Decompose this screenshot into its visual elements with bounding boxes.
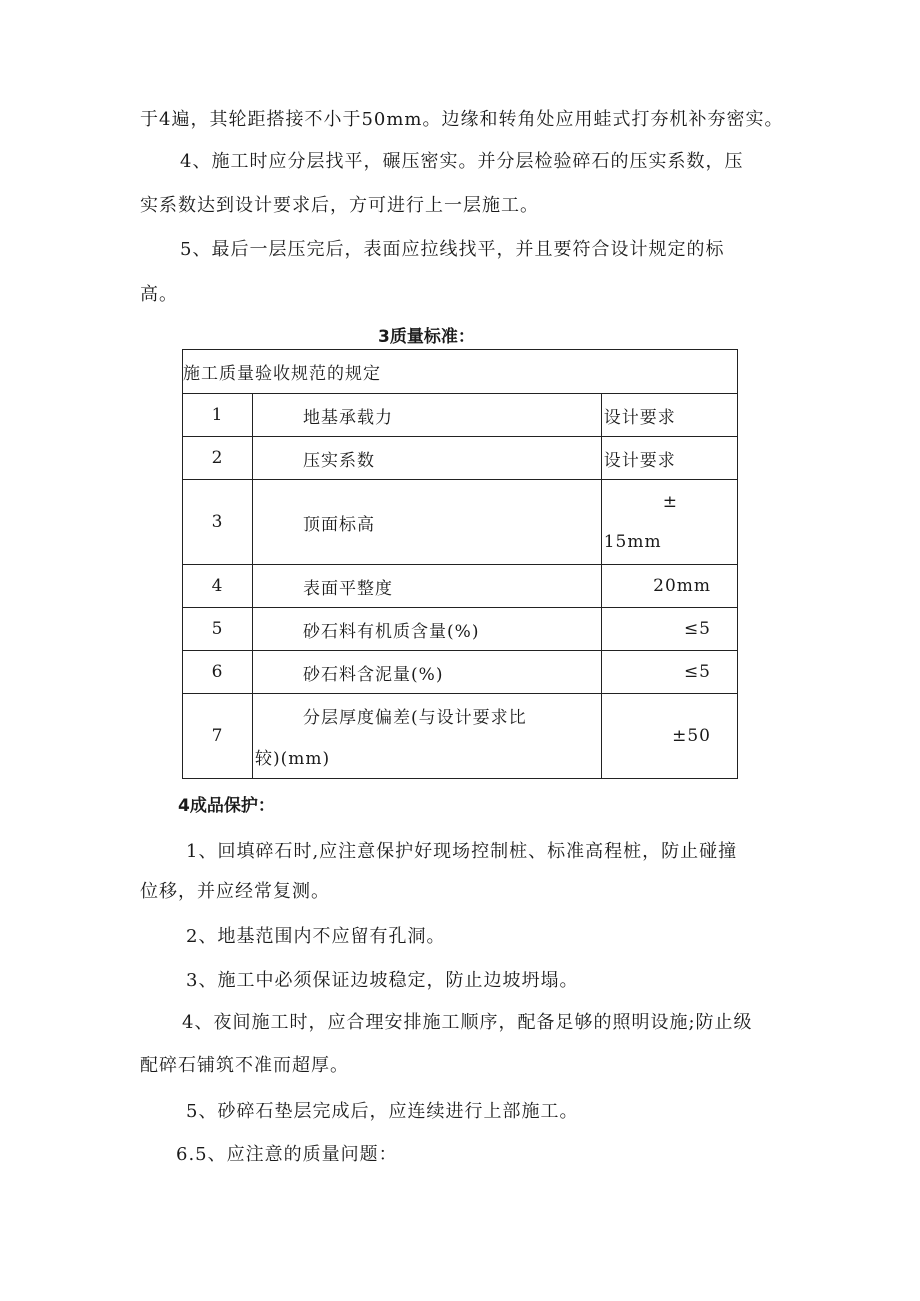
row-value <box>601 480 737 565</box>
product-protection-heading: 4成品保护： <box>178 796 275 816</box>
row-number: 1 <box>183 394 253 437</box>
row-value: 设计要求 <box>601 437 737 480</box>
protection-item-2: 2、地基范围内不应留有孔洞。 <box>186 926 446 947</box>
row-item <box>253 694 602 779</box>
row-number: 5 <box>183 608 253 651</box>
quality-standard-table <box>182 349 738 779</box>
row-value: ±50 <box>601 694 737 779</box>
protection-item-4-line1: 4、夜间施工时，应合理安排施工顺序，配备足够的照明设施;防止级 <box>182 1012 753 1033</box>
protection-item-1-line2: 位移，并应经常复测。 <box>140 881 330 902</box>
row-number: 7 <box>183 694 253 779</box>
table-row <box>183 694 738 779</box>
row-number: 4 <box>183 565 253 608</box>
protection-item-5: 5、砂碎石垫层完成后，应连续进行上部施工。 <box>186 1101 579 1122</box>
table-row <box>183 480 738 565</box>
row-value-symbol: ± <box>662 492 678 512</box>
paragraph-final-layer-line2: 高。 <box>140 284 178 305</box>
table-row <box>183 608 738 651</box>
table-row <box>183 565 738 608</box>
row-number: 6 <box>183 651 253 694</box>
table-row <box>183 437 738 480</box>
row-item-line1: 分层厚度偏差(与设计要求比 <box>303 708 527 728</box>
protection-item-3: 3、施工中必须保证边坡稳定，防止边坡坍塌。 <box>186 970 579 991</box>
row-item-line2: 较)(mm) <box>255 749 331 769</box>
paragraph-final-layer-line1: 5、最后一层压完后，表面应拉线找平，并且要符合设计规定的标 <box>180 239 725 260</box>
quality-standard-heading: 3质量标准： <box>378 327 475 347</box>
row-value: 设计要求 <box>601 394 737 437</box>
row-value: ≤5 <box>601 651 737 694</box>
row-item: 砂石料含泥量(%) <box>253 651 602 694</box>
protection-item-4-line2: 配碎石铺筑不准而超厚。 <box>140 1055 349 1076</box>
row-item: 砂石料有机质含量(%) <box>253 608 602 651</box>
table-header-cell: 施工质量验收规范的规定 <box>183 350 738 394</box>
row-number: 2 <box>183 437 253 480</box>
row-value: ≤5 <box>601 608 737 651</box>
row-item: 表面平整度 <box>253 565 602 608</box>
row-number: 3 <box>183 480 253 565</box>
table-row <box>183 651 738 694</box>
table-header-row <box>183 350 738 394</box>
protection-item-1-line1: 1、回填碎石时,应注意保护好现场控制桩、标准高程桩，防止碰撞 <box>186 841 738 862</box>
row-value-amount: 15mm <box>603 532 662 552</box>
paragraph-layered-leveling-line1: 4、施工时应分层找平，碾压密实。并分层检验碎石的压实系数，压 <box>180 151 744 172</box>
table-row <box>183 394 738 437</box>
quality-issues-heading: 6.5、应注意的质量问题： <box>176 1144 398 1165</box>
row-item: 地基承载力 <box>253 394 602 437</box>
row-item: 压实系数 <box>253 437 602 480</box>
row-item: 顶面标高 <box>253 480 602 565</box>
row-value: 20mm <box>601 565 737 608</box>
paragraph-rolling-overlap: 于4遍，其轮距搭接不小于50mm。边缘和转角处应用蛙式打夯机补夯密实。 <box>140 109 784 130</box>
paragraph-layered-leveling-line2: 实系数达到设计要求后，方可进行上一层施工。 <box>140 195 539 216</box>
